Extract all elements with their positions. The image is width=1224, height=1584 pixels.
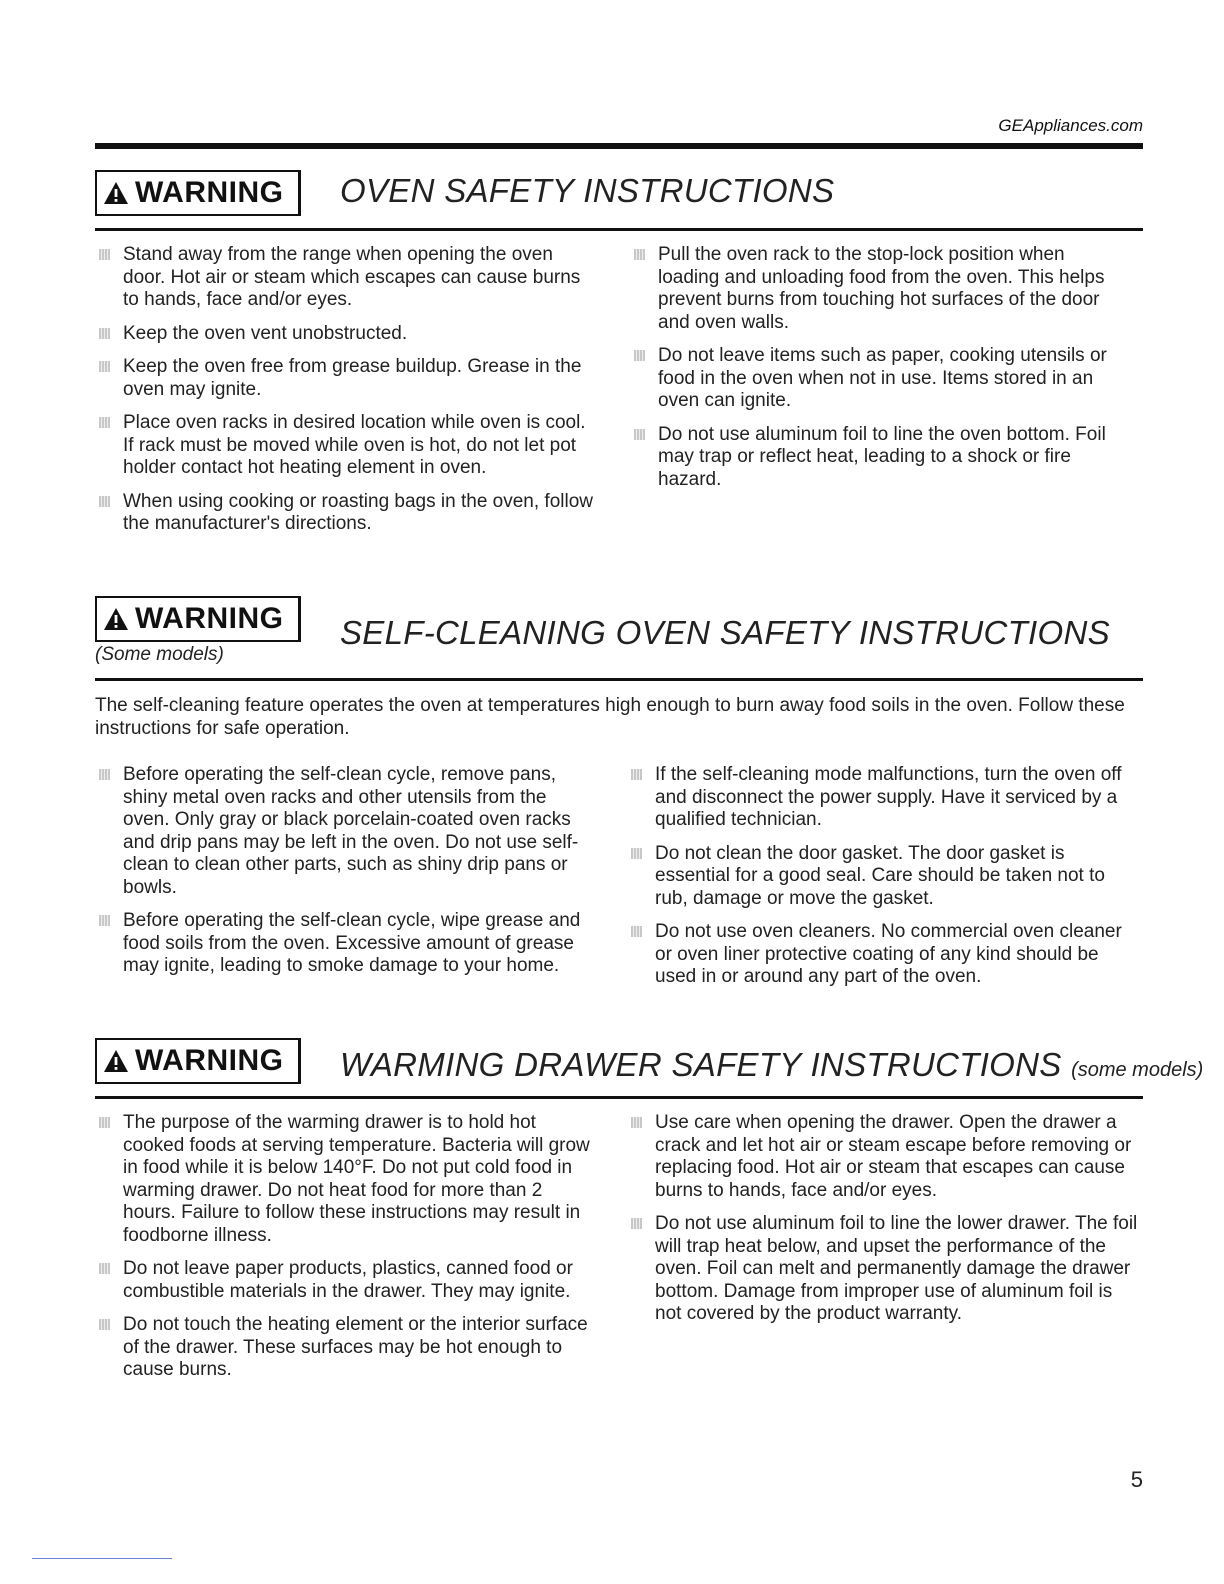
section-title: SELF-CLEANING OVEN SAFETY INSTRUCTIONS — [340, 614, 1110, 651]
right-column — [627, 1112, 1139, 1337]
site-url: GEAppliances.com — [998, 116, 1143, 135]
warning-triangle-icon — [103, 181, 129, 205]
bullet-icon — [631, 1117, 642, 1128]
bullet-icon — [99, 328, 110, 339]
list-item: Place oven racks in desired location while oven is cool. If rack must be moved while oven is hot, do not let pot holder contact hot heating element in oven. — [95, 412, 595, 480]
section-title: OVEN SAFETY INSTRUCTIONS — [340, 172, 835, 209]
bullet-icon — [99, 249, 110, 260]
section-title-text: WARMING DRAWER SAFETY INSTRUCTIONS — [340, 1046, 1062, 1083]
bullet-icon — [99, 915, 110, 926]
bullet-icon — [631, 848, 642, 859]
warning-triangle-icon — [103, 607, 129, 631]
bullet-icon — [631, 769, 642, 780]
list-item: When using cooking or roasting bags in the oven, follow the manufacturer's directions. — [95, 491, 595, 536]
bullet-icon — [634, 429, 645, 440]
section-rule — [95, 1096, 1143, 1099]
warning-label — [95, 596, 301, 642]
list-item: Before operating the self-clean cycle, wipe grease and food soils from the oven. Excessive amount of grease may ignite, leading to smoke damage to your home. — [95, 910, 595, 978]
list-item: Do not leave items such as paper, cooking utensils or food in the oven when not in use. Items stored in an oven can ignite. — [630, 345, 1130, 413]
bullet-icon — [99, 769, 110, 780]
bullet-icon — [99, 1263, 110, 1274]
section-rule — [95, 678, 1143, 681]
bullet-icon — [634, 249, 645, 260]
list-item: Keep the oven vent unobstructed. — [95, 323, 595, 346]
list-item: Do not use aluminum foil to line the lower drawer. The foil will trap heat below, and upset the performance of the oven. Foil can melt and permanently damage the drawer bottom. Damage from improper use of aluminum foil is not covered by the product warranty. — [627, 1213, 1139, 1326]
warning-text: WARNING — [135, 176, 284, 209]
warning-label — [95, 1038, 301, 1084]
list-item: Use care when opening the drawer. Open the drawer a crack and let hot air or steam escape before removing or replacing food. Hot air or steam that escapes can cause burns to hands, face and/or eyes. — [627, 1112, 1139, 1202]
section-self-cleaning — [95, 596, 1143, 987]
list-item: Do not use aluminum foil to line the oven bottom. Foil may trap or reflect heat, leading to a shock or fire hazard. — [630, 424, 1130, 492]
page-number: 5 — [1130, 1467, 1143, 1492]
section-warming-drawer — [95, 1038, 1204, 1380]
warning-text: WARNING — [135, 602, 284, 635]
section-intro: The self-cleaning feature operates the oven at temperatures high enough to burn away food soils in the oven. Follow these instructions for safe operation. — [95, 695, 1125, 739]
list-item: The purpose of the warming drawer is to hold hot cooked foods at serving temperature. Bacteria will grow in food while it is below 140°F. Do not put cold food in warming drawer. Do not heat food for more than 2 hours. Failure to follow these instructions may result in foodborne illness. — [95, 1112, 595, 1247]
bullet-icon — [99, 417, 110, 428]
list-item: Do not touch the heating element or the interior surface of the drawer. These surfaces may be hot enough to cause burns. — [95, 1314, 595, 1382]
section-title — [340, 1046, 1203, 1084]
list-item: Keep the oven free from grease buildup. Grease in the oven may ignite. — [95, 356, 595, 401]
section-header — [95, 1038, 1204, 1098]
list-item: Do not use oven cleaners. No commercial oven cleaner or oven liner protective coating of any kind should be used in or around any part of the oven. — [627, 921, 1127, 989]
list-item: Do not clean the door gasket. The door gasket is essential for a good seal. Care should be taken not to rub, damage or move the gasket. — [627, 843, 1127, 911]
section-title-suffix: (some models) — [1071, 1059, 1204, 1081]
list-item: Stand away from the range when opening the oven door. Hot air or steam which escapes can cause burns to hands, face and/or eyes. — [95, 244, 595, 312]
list-item: Before operating the self-clean cycle, remove pans, shiny metal oven racks and other utensils from the oven. Only gray or black porcelain-coated oven racks and drip pans may be left in the oven. Do not use self-clean to clean other parts, such as shiny drip pans or bowls. — [95, 764, 595, 899]
warning-label — [95, 170, 301, 216]
left-column — [95, 1112, 595, 1393]
list-item: If the self-cleaning mode malfunctions, turn the oven off and disconnect the power supply. Have it serviced by a qualified technician. — [627, 764, 1127, 832]
footer-link-line — [32, 1558, 172, 1559]
bullet-icon — [99, 1319, 110, 1330]
section-header — [95, 170, 1143, 230]
warning-triangle-icon — [103, 1049, 129, 1073]
bullet-icon — [634, 350, 645, 361]
warning-text: WARNING — [135, 1044, 284, 1077]
section-subtitle: (Some models) — [95, 644, 224, 665]
header-rule — [95, 143, 1143, 149]
left-column — [95, 244, 595, 547]
bullet-icon — [99, 1117, 110, 1128]
left-column — [95, 764, 595, 989]
section-rule — [95, 228, 1143, 231]
section-oven-safety — [95, 170, 1143, 534]
right-column — [630, 244, 1130, 502]
bullet-icon — [99, 496, 110, 507]
list-item: Do not leave paper products, plastics, canned food or combustible materials in the drawer. They may ignite. — [95, 1258, 595, 1303]
right-column — [627, 764, 1127, 1000]
bullet-icon — [631, 926, 642, 937]
bullet-icon — [631, 1218, 642, 1229]
list-item: Pull the oven rack to the stop-lock position when loading and unloading food from the oven. This helps prevent burns from touching hot surfaces of the door and oven walls. — [630, 244, 1130, 334]
bullet-icon — [99, 361, 110, 372]
manual-page — [95, 0, 1204, 1584]
section-header — [95, 596, 1143, 665]
